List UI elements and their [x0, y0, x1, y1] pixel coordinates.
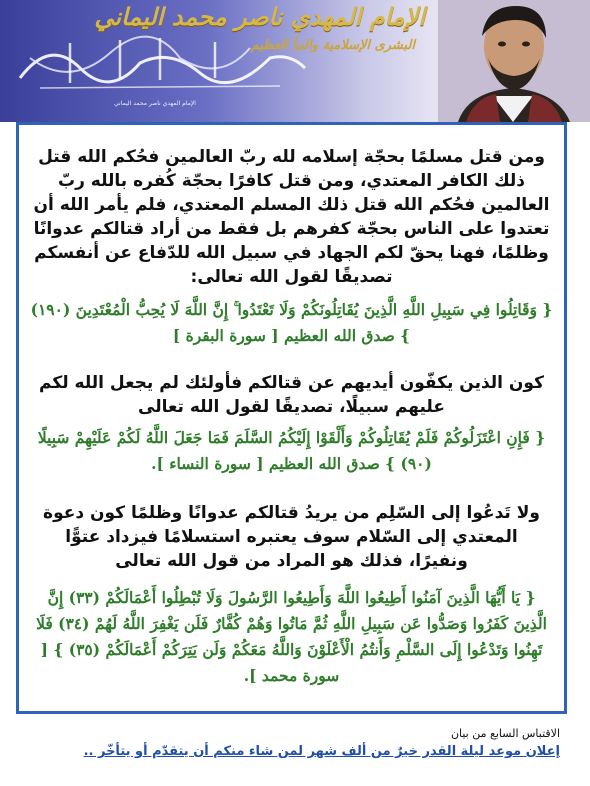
- banner-tiny-caption: الإمام المهدي ناصر محمد اليماني: [114, 100, 196, 107]
- statement-link[interactable]: إعلان موعد ليلة القدر خيرٌ من ألف شهر لمن شاء منكم أن يتقدّم أو يتأخّر ..: [83, 744, 560, 759]
- quran-verse-2: { فَإِنِ اعْتَزَلُوكُمْ فَلَمْ يُقَاتِلُوكُمْ وَأَلْقَوْا إِلَيْكُمُ السَّلَمَ فَمَا جَعَلَ اللَّهُ لَكُمْ عَلَيْهِمْ سَبِيلًا (٩٠) } صدق الله العظيم [ سورة النساء ].: [37, 428, 546, 473]
- paragraph-3: ولا تَدعُوا إلى السّلِم من يريدُ قتالكم عدوانًا وظلمًا كون دعوة المعتدي إلى السّلام سوف يعتبره استسلامًا فيزداد عتوًّا ونفيرًا، فذلك هو المراد من قول الله تعالى: [43, 503, 540, 571]
- quote-source-label: الاقتباس السابع من بيان: [450, 727, 560, 740]
- banner-title: الإمام المهدي ناصر محمد اليماني: [94, 2, 425, 31]
- paragraph-1: ومن قتل مسلمًا بحجّة إسلامه لله ربّ العالمين فحُكم الله قتل ذلك الكافر المعتدي، ومن قتل كافرًا بحجّة كُفره بالله ربّ العالمين فحُكم الله قتل ذلك المسلم المعتدي، فلم يأمر الله أن تعتدوا على الناس بحجّة كفرهم بل فقط من أراد قتالكم عدوانًا وظلمًا، فهنا يحقّ لكم الجهاد في سبيل الله للدّفاع عن أنفسكم تصديقًا لقول الله تعالى:: [33, 147, 550, 287]
- quran-verse-1: { وَقَاتِلُوا فِي سَبِيلِ اللَّهِ الَّذِينَ يُقَاتِلُونَكُمْ وَلَا تَعْتَدُوا ۚ إِنَّ اللَّهَ لَا يُحِبُّ الْمُعْتَدِينَ (١٩٠) } صدق الله العظيم [ سورة البقرة ]: [30, 300, 553, 345]
- banner-subtitle: البشرى الإسلامية والنبأ العظيم: [250, 38, 415, 53]
- quran-verse-3: { يَا أَيُّهَا الَّذِينَ آمَنُوا أَطِيعُوا اللَّهَ وَأَطِيعُوا الرَّسُولَ وَلَا تُبْطِلُوا أَعْمَالَكُمْ (٣٣) إِنَّ الَّذِينَ كَفَرُوا وَصَدُّوا عَن سَبِيلِ اللَّهِ ثُمَّ مَاتُوا وَهُمْ كُفَّارٌ فَلَن يَغْفِرَ اللَّهُ لَهُمْ (٣٤) فَلَا تَهِنُوا وَتَدْعُوا إِلَى السَّلْمِ وَأَنتُمُ الْأَعْلَوْنَ وَاللَّهُ مَعَكُمْ وَلَن يَتِرَكُمْ أَعْمَالَكُمْ (٣٥) } [ سورة محمد ].: [36, 588, 547, 685]
- content-box: [16, 122, 567, 714]
- portrait-image: [438, 0, 590, 122]
- paragraph-2: كون الذين يكفّون أيديهم عن قتالكم فأولئك لم يجعل الله لكم عليهم سبيلًا، تصديقًا لقول الله تعالى: [39, 373, 544, 417]
- calligraphy-logo: [10, 28, 310, 98]
- portrait-illustration: [438, 0, 590, 122]
